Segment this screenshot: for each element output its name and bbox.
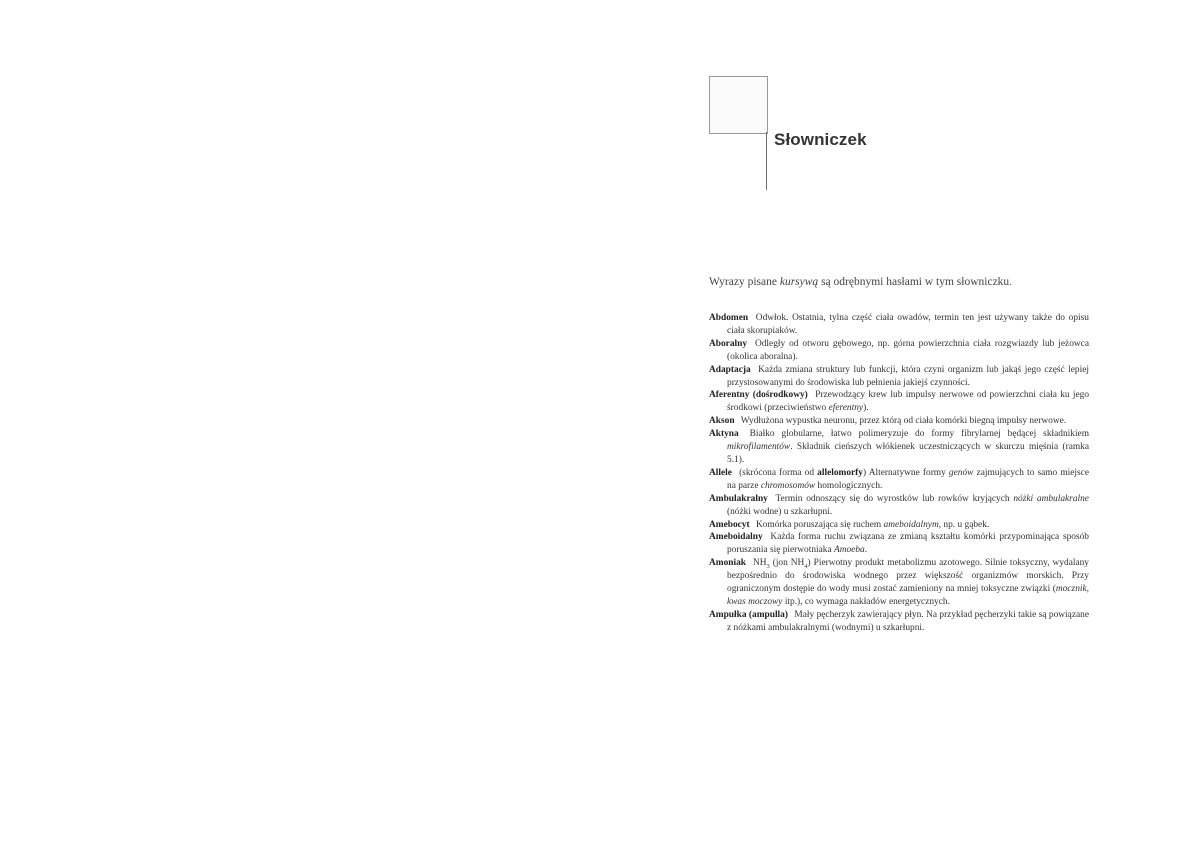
- glossary-term: Adaptacja: [709, 364, 751, 375]
- glossary-entry-aferentny: [709, 389, 1089, 415]
- definition-part: (skrócona forma od: [739, 467, 818, 478]
- glossary-definition: [727, 468, 1089, 491]
- glossary-entry-ameboidalny: [709, 531, 1089, 557]
- glossary-definition: [727, 494, 1089, 517]
- formula-subscript: 3: [766, 563, 770, 571]
- definition-crossref: ameboidalnym: [883, 519, 939, 530]
- glossary-entry-aktyna: [709, 428, 1089, 467]
- definition-bold-term: allelomorfy: [817, 467, 863, 478]
- glossary-term: Amebocyt: [709, 519, 750, 530]
- definition-part: Przewodzący krew lub impulsy nerwowe od powierzchni ciała ku jego środkowi (przeciwieństwo: [727, 390, 1090, 414]
- definition-crossref: chromosomów: [760, 480, 816, 491]
- definition-part: zajmujących to samo miejsce na parze: [727, 467, 1089, 491]
- definition-part: ) Alternatywne formy: [863, 467, 949, 478]
- definition-part: Każda forma ruchu związana ze zmianą kształtu komórki przypominająca sposób poruszania się pierwotniaka: [727, 532, 1089, 556]
- glossary-entry-amoniak: [709, 557, 1089, 609]
- chapter-header-box: [709, 76, 768, 134]
- chapter-title: Słowniczek: [774, 130, 867, 149]
- glossary-term: Ameboidalny: [709, 532, 763, 543]
- glossary-term: Akson: [709, 416, 735, 427]
- glossary-definition: Odwłok. Ostatnia, tylna część ciała owadów, termin ten jest używany także do opisu ciała skorupiaków.: [727, 313, 1089, 336]
- glossary-entry-ambulakralny: [709, 493, 1089, 519]
- definition-crossref: eferentny: [828, 403, 864, 414]
- glossary-definition: [727, 429, 1089, 465]
- glossary-term: Ambulakralny: [709, 493, 768, 504]
- glossary-term: Aferentny (dośrodkowy): [709, 390, 808, 401]
- definition-part: itp.), co wymaga nakładów energetycznych.: [782, 596, 950, 607]
- glossary-entry-akson: [709, 415, 1089, 428]
- chapter-header-rule: [766, 132, 767, 190]
- definition-part: , np. u gąbek.: [938, 519, 990, 530]
- glossary-entry-abdomen: [709, 312, 1089, 338]
- definition-crossref: mocznik, kwas moczowy: [727, 584, 1089, 607]
- formula-part: (jon NH: [769, 558, 805, 569]
- formula-part: NH: [752, 558, 767, 569]
- glossary-entry-adaptacja: [709, 364, 1089, 390]
- glossary-term: Abdomen: [709, 313, 749, 323]
- glossary-term: Amoniak: [709, 558, 746, 569]
- glossary-list: [709, 312, 1089, 635]
- glossary-definition: Mały pęcherzyk zawierający płyn. Na przykład pęcherzyki takie są powiązane z nóżkami ambulakralnymi (wodnymi) u szkarłupni.: [727, 609, 1089, 633]
- glossary-term: Aktyna: [709, 429, 739, 440]
- formula-part: ): [807, 558, 811, 569]
- glossary-definition: [756, 520, 989, 530]
- glossary-entry-aboralny: [709, 338, 1089, 364]
- definition-crossref: mikrofilamentów: [727, 442, 791, 453]
- definition-part: homologicznych.: [815, 480, 883, 491]
- definition-part: Termin odnoszący się do wyrostków lub rowków kryjących: [775, 493, 1014, 504]
- glossary-term: Allele: [709, 467, 732, 478]
- glossary-entry-allele: [709, 467, 1089, 493]
- definition-part: ).: [863, 403, 869, 414]
- definition-part: Komórka poruszająca się ruchem: [755, 519, 884, 530]
- glossary-term: Aboralny: [709, 338, 748, 349]
- definition-part: (nóżki wodne) u szkarłupni.: [727, 506, 833, 517]
- intro-note: [709, 276, 1012, 288]
- intro-text-italic: kursywą: [779, 276, 819, 288]
- intro-text-after: są odrębnymi hasłami w tym słowniczku.: [818, 276, 1013, 288]
- definition-part: . Składnik cieńszych włókienek uczestniczących w skurczu mięśnia (ramka 5.1).: [727, 442, 1089, 465]
- glossary-definition: Wydłużona wypustka neuronu, przez którą od ciała komórki biegną impulsy nerwowe.: [740, 416, 1067, 427]
- glossary-entry-amebocyt: [709, 519, 1089, 532]
- glossary-definition: Każda zmiana struktury lub funkcji, która czyni organizm lub jakąś jego część lepiej przystosowanymi do środowiska lub pełnienia jakiejś czynności.: [727, 364, 1089, 388]
- glossary-term: Ampułka (ampulla): [709, 609, 788, 620]
- definition-crossref: genów: [948, 467, 974, 478]
- glossary-definition: Odległy od otworu gębowego, np. górna powierzchnia ciała rozgwiazdy lub jeżowca (okolica aboralna).: [727, 338, 1089, 362]
- definition-part: .: [864, 545, 868, 556]
- formula-subscript: 4: [804, 563, 808, 571]
- definition-crossref: nóżki ambulakralne: [1013, 493, 1089, 504]
- glossary-definition: [727, 532, 1089, 555]
- intro-text-before: Wyrazy pisane: [709, 276, 780, 288]
- glossary-entry-ampulka: [709, 609, 1089, 635]
- definition-crossref: Amoeba: [834, 545, 865, 556]
- definition-part: Pierwotny produkt metabolizmu azotowego. Silnie toksyczny, wydalany bezpośrednio do środowiska wodnego przez większość organizmów morskich. Przy ograniczonym dostępie do wody musi zostać zamieniony na mniej toksyczne związki (: [727, 558, 1089, 595]
- definition-part: Białko globularne, łatwo polimeryzuje do formy fibrylarnej będącej składnikiem: [749, 429, 1089, 440]
- chemical-formula: [752, 558, 811, 571]
